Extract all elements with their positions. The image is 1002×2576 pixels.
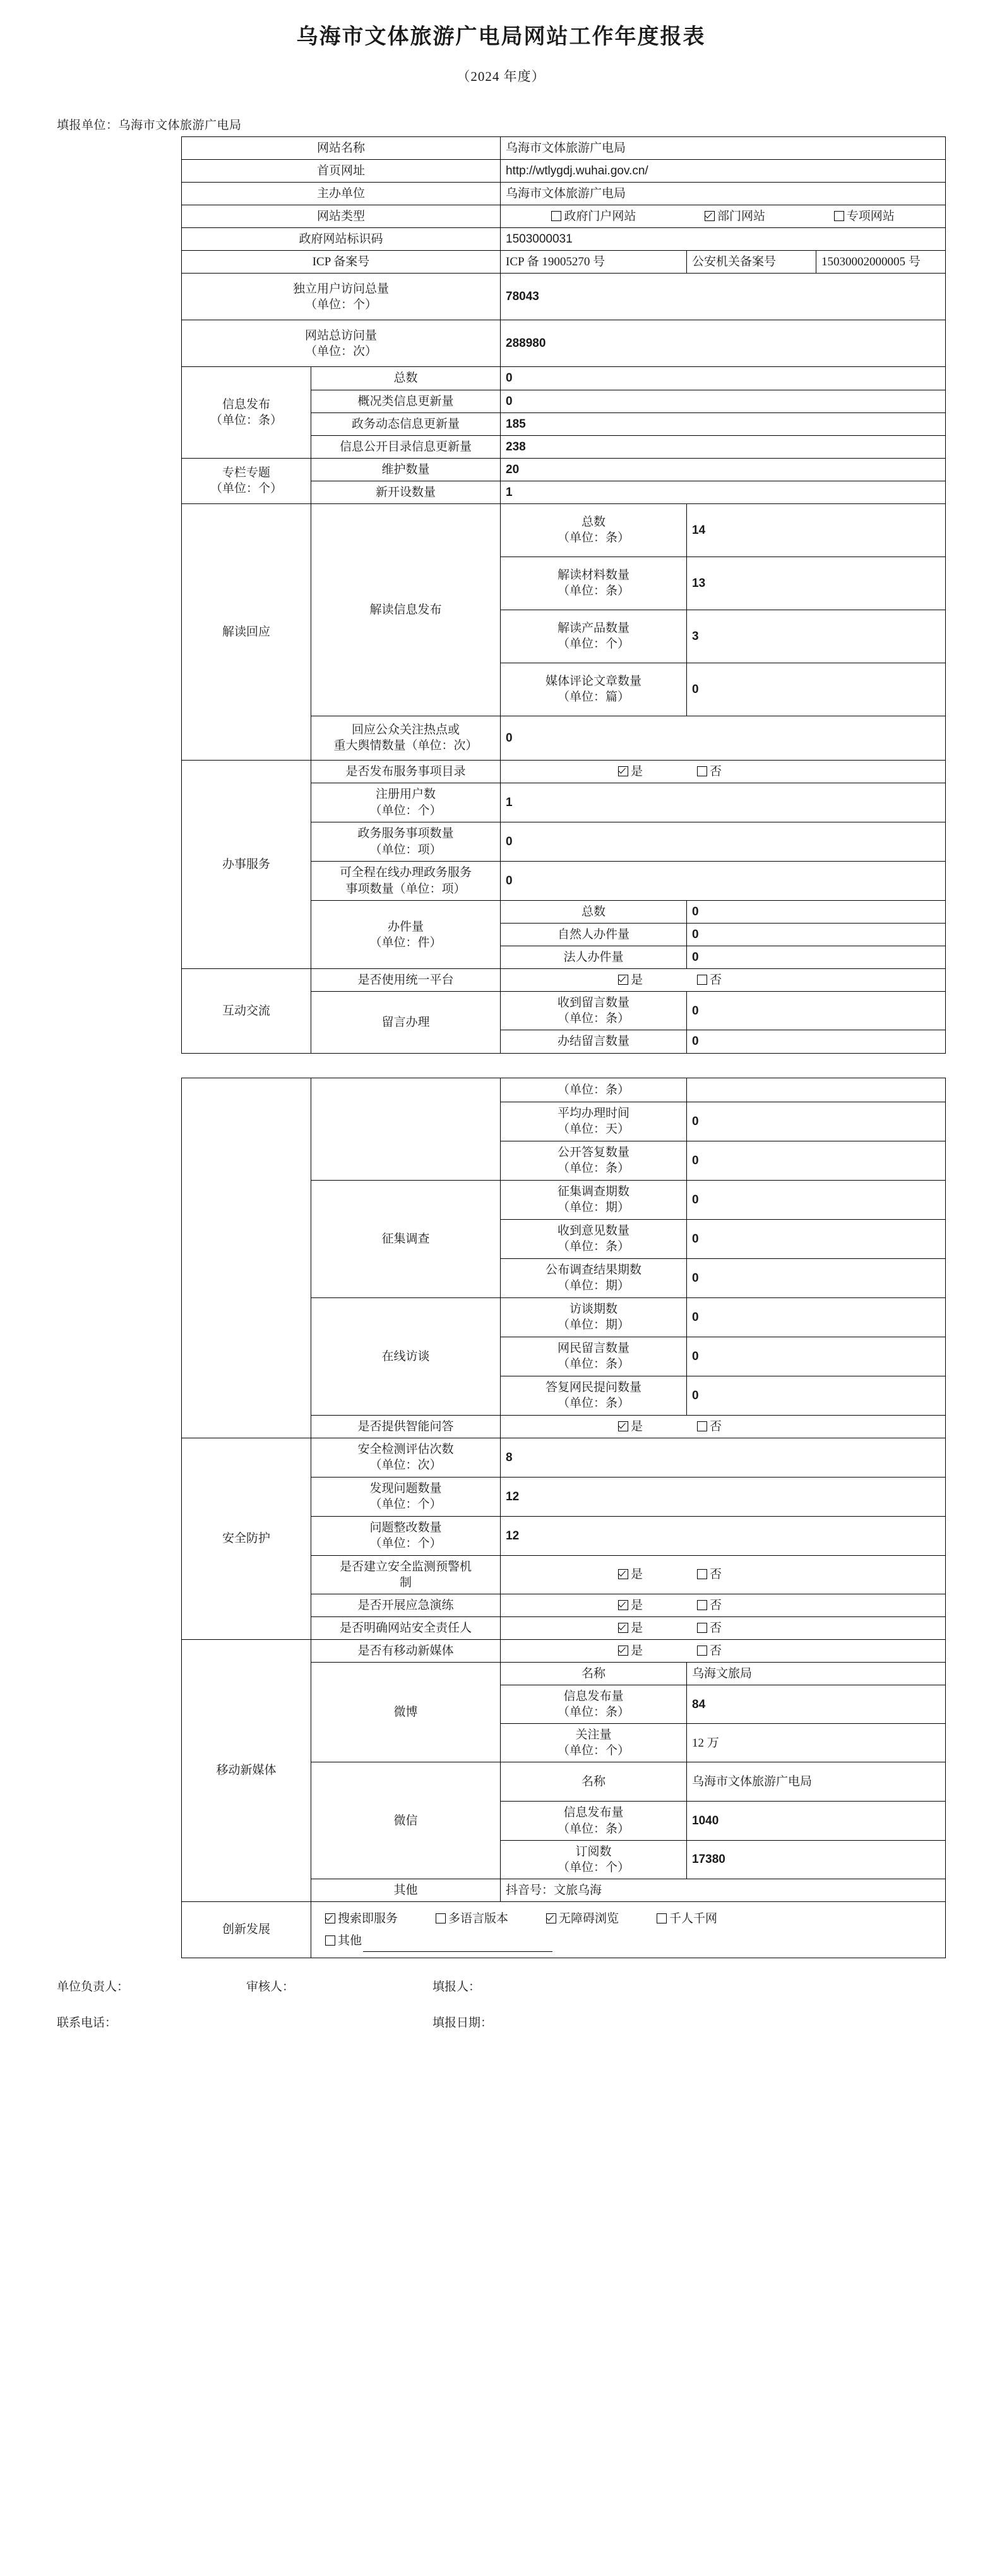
checkbox-no[interactable]: 否 xyxy=(697,1620,722,1636)
row-value: 238 xyxy=(501,435,946,458)
checkbox-icon xyxy=(325,1935,335,1946)
row-label: 订阅数 （单位：个） xyxy=(501,1840,687,1879)
row-value: 0 xyxy=(687,1258,946,1297)
row-label: 政务服务事项数量 （单位：项） xyxy=(311,822,501,862)
row-value: 12 xyxy=(501,1477,946,1516)
row-value: 0 xyxy=(687,1376,946,1415)
checkbox-multilingual[interactable]: 多语言版本 xyxy=(436,1908,508,1930)
row-value: 12 xyxy=(501,1516,946,1555)
group-new-media: 移动新媒体 xyxy=(182,1639,311,1901)
unique-visitors-value: 78043 xyxy=(501,274,946,320)
other-media-value: 抖音号：文旅乌海 xyxy=(501,1879,946,1901)
checkbox-checked-icon xyxy=(618,1646,628,1656)
table-row xyxy=(182,1438,946,1477)
group-innovation: 创新发展 xyxy=(182,1901,311,1958)
subgroup-weibo: 微博 xyxy=(311,1663,501,1762)
row-value: 0 xyxy=(687,924,946,946)
row-value: 0 xyxy=(501,822,946,862)
checkbox-yes[interactable]: 是 xyxy=(618,1419,643,1435)
table-row xyxy=(182,1901,946,1958)
hotspot-response-value: 0 xyxy=(501,716,946,760)
subgroup-interpretation-publish: 解读信息发布 xyxy=(311,503,501,716)
subgroup-message-handling-cont xyxy=(311,1078,501,1180)
row-value: 14 xyxy=(687,503,946,557)
row-value: 13 xyxy=(687,557,946,610)
checkbox-gov-portal[interactable]: 政府门户网站 xyxy=(551,208,636,224)
site-type-options xyxy=(501,205,946,228)
row-value: 1040 xyxy=(687,1802,946,1840)
total-visits-value: 288980 xyxy=(501,320,946,367)
group-interaction-cont xyxy=(182,1078,311,1438)
checkbox-icon xyxy=(697,1623,707,1633)
row-value: 84 xyxy=(687,1685,946,1724)
row-label: 收到留言数量 （单位：条） xyxy=(501,992,687,1030)
checkbox-checked-icon xyxy=(618,1569,628,1579)
checkbox-checked-icon xyxy=(618,1623,628,1633)
hotspot-response-label: 回应公众关注热点或 重大舆情数量（单位：次） xyxy=(311,716,501,760)
row-label: 名称 xyxy=(501,1762,687,1802)
site-name-label: 网站名称 xyxy=(182,137,501,160)
checkbox-search-as-service[interactable]: 搜索即服务 xyxy=(325,1908,398,1930)
row-label: 信息发布量 （单位：条） xyxy=(501,1802,687,1840)
row-value: 17380 xyxy=(687,1840,946,1879)
checkbox-checked-icon xyxy=(618,766,628,776)
checkbox-no[interactable]: 否 xyxy=(697,972,722,988)
row-label: 信息发布量 （单位：条） xyxy=(501,1685,687,1724)
checkbox-icon xyxy=(697,1421,707,1431)
table-row xyxy=(182,251,946,274)
checkbox-checked-icon xyxy=(618,1600,628,1610)
checkbox-no[interactable]: 否 xyxy=(697,764,722,779)
group-info-publish: 信息发布 （单位：条） xyxy=(182,367,311,458)
checkbox-checked-icon xyxy=(705,211,715,221)
checkbox-yes[interactable]: 是 xyxy=(618,972,643,988)
page-break-gap xyxy=(0,1054,1002,1078)
checkbox-yes[interactable]: 是 xyxy=(618,1620,643,1636)
row-label: 解读产品数量 （单位：个） xyxy=(501,610,687,663)
checkbox-icon xyxy=(551,211,561,221)
group-security: 安全防护 xyxy=(182,1438,311,1639)
subgroup-case-volume: 办件量 （单位：件） xyxy=(311,901,501,969)
report-table-part2 xyxy=(181,1078,946,1959)
group-interaction: 互动交流 xyxy=(182,969,311,1053)
row-label: 安全检测评估次数 （单位：次） xyxy=(311,1438,501,1477)
row-label: 法人办件量 xyxy=(501,946,687,969)
row-label: 自然人办件量 xyxy=(501,924,687,946)
checkbox-yes[interactable]: 是 xyxy=(618,764,643,779)
row-label: 收到意见数量 （单位：条） xyxy=(501,1219,687,1258)
row-value: 185 xyxy=(501,412,946,435)
row-value: 0 xyxy=(687,992,946,1030)
publish-catalog-options xyxy=(501,760,946,783)
page-subtitle: （2024 年度） xyxy=(456,69,546,84)
row-value xyxy=(687,1078,946,1102)
row-label: 网民留言数量 （单位：条） xyxy=(501,1337,687,1376)
row-label: 总数 （单位：条） xyxy=(501,503,687,557)
table-row xyxy=(182,1639,946,1662)
row-value: 0 xyxy=(687,1180,946,1219)
row-value: 0 xyxy=(501,862,946,901)
home-url-value: http://wtlygdj.wuhai.gov.cn/ xyxy=(501,160,946,183)
row-label: 名称 xyxy=(501,1663,687,1685)
row-value: 3 xyxy=(687,610,946,663)
table-row xyxy=(182,205,946,228)
row-value: 0 xyxy=(687,1219,946,1258)
subgroup-weixin: 微信 xyxy=(311,1762,501,1879)
checkbox-no[interactable]: 否 xyxy=(697,1567,722,1582)
footer-contact-row xyxy=(0,1994,1002,2030)
row-value: 20 xyxy=(501,458,946,481)
security-owner-options xyxy=(501,1616,946,1639)
innovation-options xyxy=(311,1901,946,1958)
row-value: 0 xyxy=(687,946,946,969)
footer-signature-row xyxy=(0,1958,1002,1994)
table-row xyxy=(182,760,946,783)
checkbox-checked-icon xyxy=(618,975,628,985)
emergency-drill-options xyxy=(501,1594,946,1616)
footer-spacer xyxy=(246,2013,432,2030)
row-value: 1 xyxy=(501,783,946,822)
row-value: 0 xyxy=(687,901,946,924)
unit-head-label: 单位负责人： xyxy=(57,1980,129,1994)
emergency-drill-label: 是否开展应急演练 xyxy=(311,1594,501,1616)
checkbox-no[interactable]: 否 xyxy=(697,1419,722,1435)
checkbox-yes[interactable]: 是 xyxy=(618,1567,643,1582)
reporting-unit: 填报单位：乌海市文体旅游广电局 xyxy=(57,119,242,132)
row-value: 12 万 xyxy=(687,1724,946,1762)
checkbox-other[interactable]: 其他 xyxy=(325,1930,362,1952)
row-label: 概况类信息更新量 xyxy=(311,390,501,412)
checkbox-yes[interactable]: 是 xyxy=(618,1643,643,1659)
table-row xyxy=(182,320,946,367)
police-record-label: 公安机关备案号 xyxy=(687,251,816,274)
table-row xyxy=(182,160,946,183)
gov-site-id-label: 政府网站标识码 xyxy=(182,228,501,251)
checkbox-special-site[interactable]: 专项网站 xyxy=(834,208,895,224)
security-warning-options xyxy=(501,1555,946,1594)
table-row xyxy=(182,274,946,320)
checkbox-icon xyxy=(697,1600,707,1610)
table-row xyxy=(182,367,946,390)
row-label: 新开设数量 xyxy=(311,481,501,503)
row-value: 8 xyxy=(501,1438,946,1477)
checkbox-accessibility[interactable]: 无障碍浏览 xyxy=(546,1908,619,1930)
row-value: 0 xyxy=(687,1297,946,1337)
group-service: 办事服务 xyxy=(182,760,311,968)
checkbox-icon xyxy=(436,1913,446,1923)
row-label: 发现问题数量 （单位：个） xyxy=(311,1477,501,1516)
row-label: 答复网民提问数量 （单位：条） xyxy=(501,1376,687,1415)
subgroup-online-interview: 在线访谈 xyxy=(311,1297,501,1415)
checkbox-icon xyxy=(834,211,844,221)
security-warning-label: 是否建立安全监测预警机 制 xyxy=(311,1555,501,1594)
row-value: 0 xyxy=(687,1030,946,1053)
unified-platform-options xyxy=(501,969,946,992)
police-record-value: 15030002000005 号 xyxy=(816,251,946,274)
table-row xyxy=(182,458,946,481)
smart-qa-label: 是否提供智能问答 xyxy=(311,1415,501,1438)
filler-label: 填报人： xyxy=(432,1980,481,1994)
row-label: 总数 xyxy=(501,901,687,924)
total-visits-label: 网站总访问量 （单位：次） xyxy=(182,320,501,367)
checkbox-checked-icon xyxy=(325,1913,335,1923)
icp-value: ICP 备 19005270 号 xyxy=(501,251,687,274)
row-label: 征集调查期数 （单位：期） xyxy=(501,1180,687,1219)
row-value: 1 xyxy=(501,481,946,503)
row-label: 解读材料数量 （单位：条） xyxy=(501,557,687,610)
row-label: 公布调查结果期数 （单位：期） xyxy=(501,1258,687,1297)
row-value: 0 xyxy=(501,390,946,412)
checkbox-checked-icon xyxy=(618,1421,628,1431)
table-row xyxy=(182,969,946,992)
table-row xyxy=(182,1078,946,1102)
row-value: 0 xyxy=(687,1337,946,1376)
unified-platform-label: 是否使用统一平台 xyxy=(311,969,501,992)
checkbox-personalization[interactable]: 千人千网 xyxy=(657,1908,717,1930)
reviewer-label: 审核人： xyxy=(246,1980,295,1994)
smart-qa-options xyxy=(501,1415,946,1438)
phone-label: 联系电话： xyxy=(57,2016,117,2030)
table-row xyxy=(182,183,946,205)
row-label: 注册用户数 （单位：个） xyxy=(311,783,501,822)
row-label: 总数 xyxy=(311,367,501,390)
checkbox-no[interactable]: 否 xyxy=(697,1598,722,1613)
report-table-part1 xyxy=(181,136,946,1054)
subgroup-survey: 征集调查 xyxy=(311,1180,501,1297)
site-type-label: 网站类型 xyxy=(182,205,501,228)
table-row xyxy=(182,228,946,251)
row-label: 维护数量 xyxy=(311,458,501,481)
home-url-label: 首页网址 xyxy=(182,160,501,183)
unique-visitors-label: 独立用户访问总量 （单位：个） xyxy=(182,274,501,320)
date-label: 填报日期： xyxy=(432,2016,493,2030)
row-label: 平均办理时间 （单位：天） xyxy=(501,1102,687,1141)
host-unit-label: 主办单位 xyxy=(182,183,501,205)
other-media-label: 其他 xyxy=(311,1879,501,1901)
row-label: 媒体评论文章数量 （单位：篇） xyxy=(501,663,687,716)
row-value: 乌海市文体旅游广电局 xyxy=(687,1762,946,1802)
row-label: 可全程在线办理政务服务 事项数量（单位：项） xyxy=(311,862,501,901)
other-input-line[interactable] xyxy=(363,1941,552,1952)
row-value: 0 xyxy=(687,1141,946,1180)
table-row xyxy=(182,137,946,160)
has-new-media-label: 是否有移动新媒体 xyxy=(311,1639,501,1662)
icp-label: ICP 备案号 xyxy=(182,251,501,274)
row-value: 乌海文旅局 xyxy=(687,1663,946,1685)
checkbox-icon xyxy=(657,1913,667,1923)
table-row xyxy=(182,503,946,557)
row-value: 0 xyxy=(687,663,946,716)
row-label: 关注量 （单位：个） xyxy=(501,1724,687,1762)
has-new-media-options xyxy=(501,1639,946,1662)
page-title: 乌海市文体旅游广电局网站工作年度报表 xyxy=(296,25,706,49)
group-columns: 专栏专题 （单位：个） xyxy=(182,458,311,503)
checkbox-icon xyxy=(697,975,707,985)
site-name-value: 乌海市文体旅游广电局 xyxy=(501,137,946,160)
row-label: 问题整改数量 （单位：个） xyxy=(311,1516,501,1555)
row-label: 政务动态信息更新量 xyxy=(311,412,501,435)
host-unit-value: 乌海市文体旅游广电局 xyxy=(501,183,946,205)
checkbox-icon xyxy=(697,1569,707,1579)
checkbox-no[interactable]: 否 xyxy=(697,1643,722,1659)
row-value: 0 xyxy=(687,1102,946,1141)
row-label: 信息公开目录信息更新量 xyxy=(311,435,501,458)
publish-catalog-label: 是否发布服务事项目录 xyxy=(311,760,501,783)
row-label: 公开答复数量 （单位：条） xyxy=(501,1141,687,1180)
checkbox-icon xyxy=(697,1646,707,1656)
checkbox-department-site[interactable]: 部门网站 xyxy=(705,208,765,224)
row-label: （单位：条） xyxy=(501,1078,687,1102)
checkbox-yes[interactable]: 是 xyxy=(618,1598,643,1613)
gov-site-id-value: 1503000031 xyxy=(501,228,946,251)
row-label: 办结留言数量 xyxy=(501,1030,687,1053)
checkbox-icon xyxy=(697,766,707,776)
subgroup-message-handling: 留言办理 xyxy=(311,992,501,1053)
checkbox-checked-icon xyxy=(546,1913,556,1923)
row-value: 0 xyxy=(501,367,946,390)
row-label: 访谈期数 （单位：期） xyxy=(501,1297,687,1337)
security-owner-label: 是否明确网站安全责任人 xyxy=(311,1616,501,1639)
group-interpretation: 解读回应 xyxy=(182,503,311,760)
